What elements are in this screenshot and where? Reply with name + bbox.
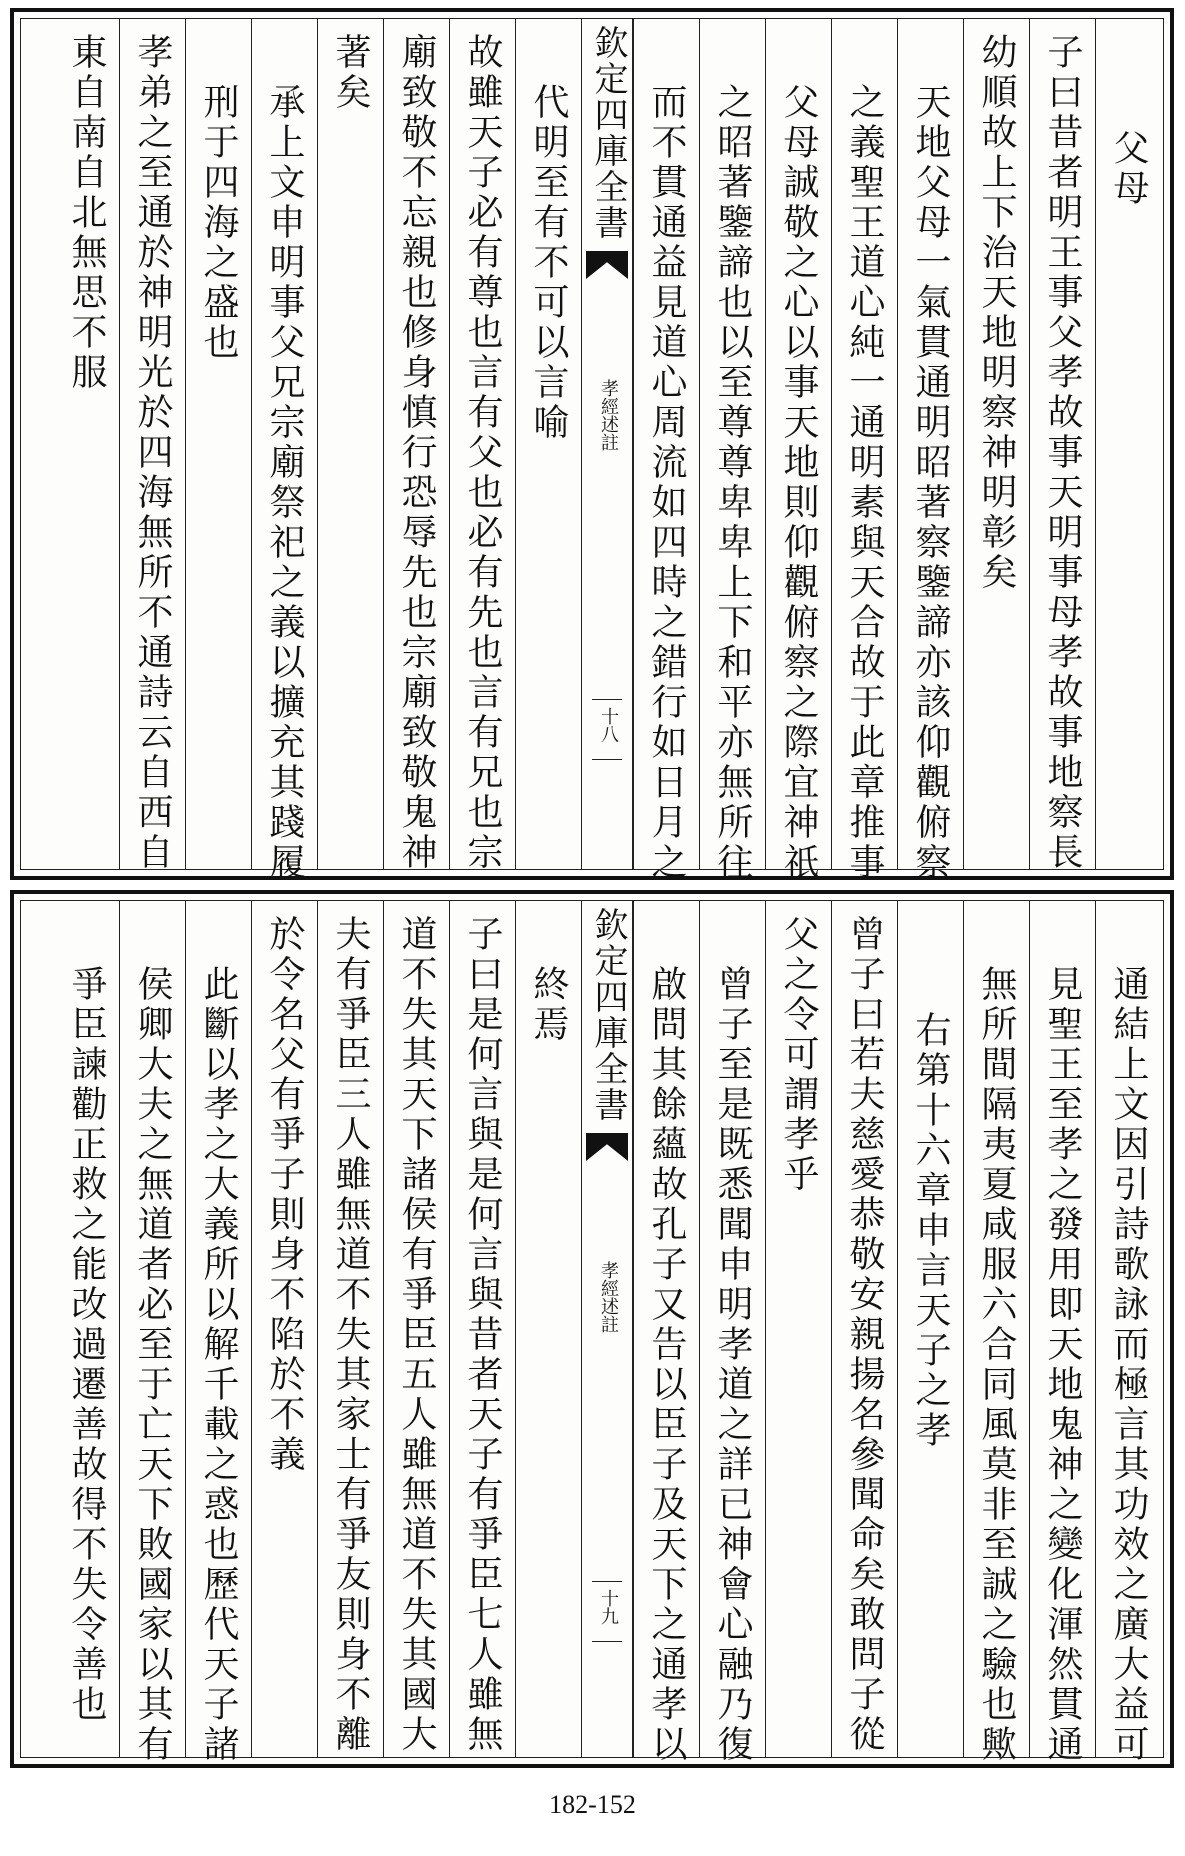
column-text: 廟致敬不忘親也修身慎行恐辱先也宗廟致敬鬼神 (396, 33, 437, 873)
fishtail-mark (586, 251, 628, 279)
text-column (1029, 901, 1095, 1765)
text-column (383, 19, 449, 873)
column-text: 於令名父有爭子則身不陷於不義 (264, 915, 305, 1475)
text-column (831, 901, 897, 1757)
text-column (1029, 19, 1095, 873)
text-column (449, 901, 515, 1757)
column-text: 之義聖王道心純一通明素與天合故于此章推事 (844, 83, 885, 883)
text-column (251, 901, 317, 1757)
column-text: 曾子曰若夫慈愛恭敬安親揚名參聞命矣敢問子從 (844, 915, 885, 1755)
banner-rule (592, 1581, 622, 1582)
column-text: 夫有爭臣三人雖無道不失其家士有爭友則身不離 (330, 915, 371, 1755)
text-column (185, 901, 251, 1765)
banner-subtitle: 孝經述註 (598, 379, 619, 451)
column-text: 故雖天子必有尊也言有父也必有先也言有兄也宗 (462, 33, 503, 873)
column-text: 無所間隔夷夏咸服六合同風莫非至誠之驗也歟 (976, 965, 1017, 1765)
column-text: 孝弟之至通於神明光於四海無所不通詩云自西自 (132, 33, 173, 873)
banner-rule (592, 759, 622, 760)
text-column (963, 19, 1029, 869)
column-text: 啟問其餘蘊故孔子又告以臣子及天下之通孝以 (646, 965, 687, 1765)
column-text: 父母 (1108, 129, 1149, 209)
column-text: 子曰是何言與是何言與昔者天子有爭臣七人雖無 (462, 915, 503, 1755)
text-column (1095, 19, 1161, 869)
text-column (317, 19, 383, 869)
top-panel (10, 8, 1174, 883)
column-text: 此斷以孝之大義所以解千載之惑也歷代天子諸 (198, 965, 239, 1765)
column-text: 見聖王至孝之發用即天地鬼神之變化渾然貫通 (1042, 965, 1083, 1765)
center-banner (581, 19, 633, 869)
text-column (633, 901, 699, 1765)
text-column (21, 901, 119, 1757)
text-column (699, 901, 765, 1765)
column-text: 終焉 (528, 965, 569, 1045)
page-code: 182-152 (549, 1790, 636, 1819)
column-text: 承上文申明事父兄宗廟祭祀之義以擴充其踐履 (264, 83, 305, 883)
text-column (963, 901, 1029, 1765)
bottom-panel (10, 890, 1174, 1768)
text-column (515, 19, 581, 869)
banner-rule (592, 699, 622, 700)
text-column (383, 901, 449, 1757)
text-column (831, 19, 897, 883)
column-text: 道不失其天下諸侯有爭臣五人雖無道不失其國大 (396, 915, 437, 1755)
text-column (699, 19, 765, 883)
text-column (1095, 901, 1161, 1765)
top-panel-inner (20, 18, 1164, 883)
center-banner (581, 901, 633, 1757)
text-column (317, 901, 383, 1757)
banner-title: 欽定四庫全書 (588, 25, 628, 241)
column-text: 父母誠敬之心以事天地則仰觀俯察之際宜神祇 (778, 83, 819, 883)
text-column (449, 19, 515, 873)
column-text: 刑于四海之盛也 (198, 83, 239, 363)
text-column (515, 901, 581, 1757)
column-text: 代明至有不可以言喻 (528, 83, 569, 443)
text-column (897, 901, 963, 1757)
text-column (119, 19, 185, 873)
banner-title: 欽定四庫全書 (588, 907, 628, 1123)
column-text: 幼順故上下治天地明察神明彰矣 (976, 33, 1017, 593)
text-column (119, 901, 185, 1765)
column-text: 子曰昔者明王事父孝故事天明事母孝故事地察長 (1042, 33, 1083, 873)
text-column (185, 19, 251, 869)
text-column (21, 19, 119, 869)
banner-rule (592, 1641, 622, 1642)
text-column (633, 19, 699, 883)
bottom-panel-inner (20, 900, 1164, 1765)
text-column (765, 19, 831, 883)
column-text: 通結上文因引詩歌詠而極言其功效之廣大益可 (1108, 965, 1149, 1765)
text-column (251, 19, 317, 883)
fishtail-mark (586, 1133, 628, 1161)
column-text: 東自南自北無思不服 (66, 33, 107, 393)
column-text: 侯卿大夫之無道者必至于亡天下敗國家以其有 (132, 965, 173, 1765)
column-text: 天地父母一氣貫通明昭著察鑒諦亦該仰觀俯察 (910, 83, 951, 883)
banner-page-number: 十八 (598, 707, 619, 743)
text-column (765, 901, 831, 1757)
column-text: 爭臣諫勸正救之能改過遷善故得不失令善也 (66, 965, 107, 1725)
column-text: 曾子至是既悉聞申明孝道之詳已神會心融乃復 (712, 965, 753, 1765)
banner-page-number: 十九 (598, 1589, 619, 1625)
column-text: 父之令可謂孝乎 (778, 915, 819, 1195)
column-text: 著矣 (330, 33, 371, 113)
column-text: 而不貫通益見道心周流如四時之錯行如日月之 (646, 83, 687, 883)
column-text: 右第十六章申言天子之孝 (910, 1011, 951, 1451)
banner-subtitle: 孝經述註 (598, 1261, 619, 1333)
column-text: 之昭著鑒諦也以至尊尊卑卑上下和平亦無所往 (712, 83, 753, 883)
text-column (897, 19, 963, 883)
